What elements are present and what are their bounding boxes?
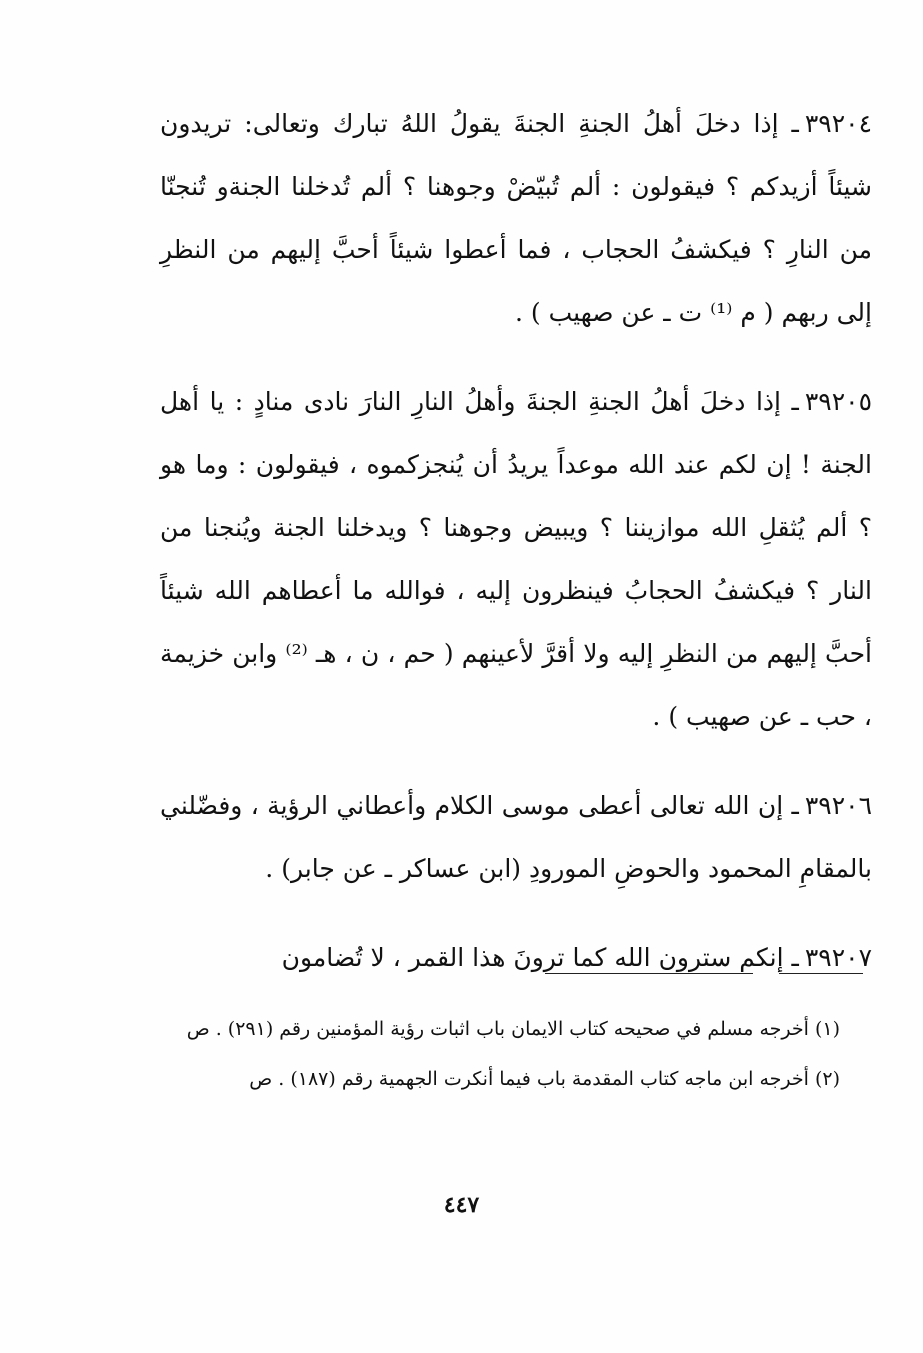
hadith-entry (160, 92, 872, 344)
hadith-number: ٣٩٢٠٦ (804, 791, 872, 820)
hadith-list (160, 92, 872, 1015)
footnote-2: (٢) أخرجه ابن ماجه كتاب المقدمة باب فيما أنكرت الجهمية رقم (١٨٧) . ص (249, 1068, 840, 1090)
hadith-number: ٣٩٢٠٤ (804, 109, 872, 138)
footnote-separator (545, 973, 863, 975)
footnotes (150, 1010, 840, 1110)
hadith-number: ٣٩٢٠٧ (804, 943, 872, 972)
hadith-number: ٣٩٢٠٥ (804, 387, 872, 416)
hadith-entry (160, 774, 872, 900)
hadith-text: ـ إذا دخلَ أهلُ الجنةِ الجنةَ يقولُ اللهُ تبارك وتعالى: تريدون شيئاً أزيدكم ؟ فيقولون : ألم تُبيّضْ وجوهنا ؟ ألم تُدخلنا الجنةو تُنجنّا من النارِ ؟ فيكشفُ الحجاب ، فما أعطوا شيئاً أحبَّ إليهم من النظرِ إلى ربهم ( م ⁽¹⁾ ت ـ عن صهيب ) . (160, 109, 872, 327)
footnote-1: (١) أخرجه مسلم في صحيحه كتاب الايمان باب اثبات رؤية المؤمنين رقم (٢٩١) . ص (186, 1018, 840, 1040)
page-number: ٤٤٧ (443, 1192, 480, 1218)
separator-line-long (545, 973, 753, 974)
hadith-entry (160, 370, 872, 748)
hadith-text: ـ إذا دخلَ أهلُ الجنةِ الجنةَ وأهلُ النارِ النارَ نادى منادٍ : يا أهل الجنة ! إن لكم عند الله موعداً يريدُ أن يُنجزكموه ، فيقولون : وما هو ؟ ألم يُثقلِ الله موازيننا ؟ ويبيض وجوهنا ؟ ويدخلنا الجنة ويُنجنا من النار ؟ فيكشفُ الحجابُ فينظرون إليه ، فوالله ما أعطاهم الله شيئاً أحبَّ إليهم من النظرِ إليه ولا أقرَّ لأعينهم ( حم ، ن ، هـ ⁽²⁾ وابن خزيمة ، حب ـ عن صهيب ) . (160, 387, 873, 731)
hadith-entry (160, 926, 872, 989)
hadith-text: ـ إن الله تعالى أعطى موسى الكلام وأعطاني الرؤية ، وفضّلني بالمقامِ المحمود والحوضِ المورودِ (ابن عساكر ـ عن جابر) . (160, 791, 872, 883)
hadith-text: ـ إنكم سترون الله كما ترونَ هذا القمر ، لا تُضامون (281, 943, 799, 972)
separator-line-short (779, 973, 863, 974)
